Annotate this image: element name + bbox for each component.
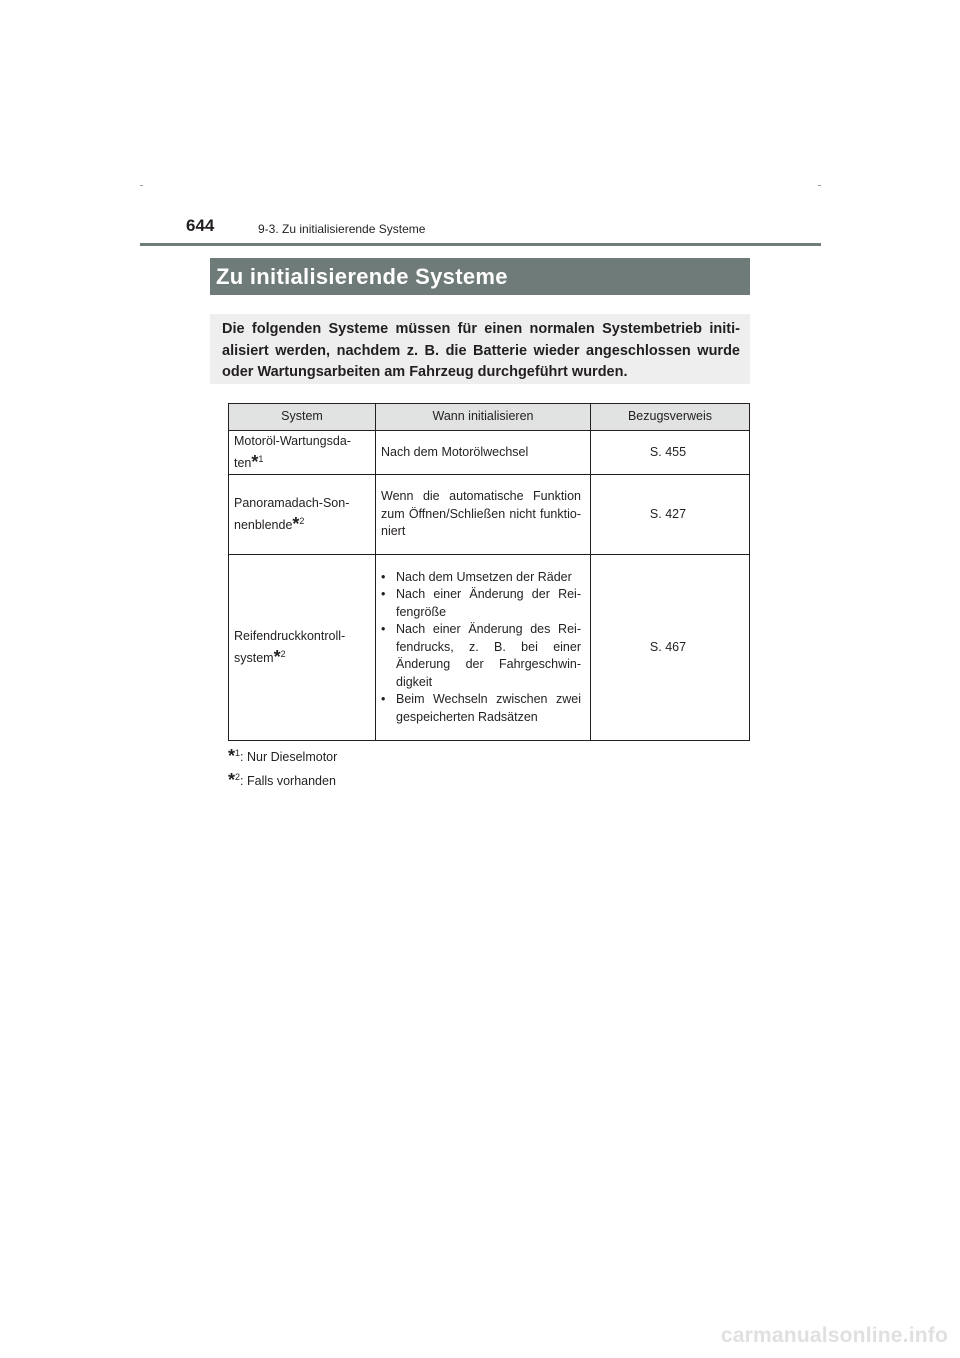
list-item: • Nach einer Änderung des Reifendrucks, z. B. bei einer Änderung der Fahrgeschwindigkeit	[381, 621, 581, 691]
system-name: Panoramadach-Sonnenblende	[234, 496, 350, 532]
reference-cell: S. 467	[591, 555, 750, 741]
table-row	[229, 475, 750, 555]
footnote-number: 1	[258, 453, 264, 464]
column-header-when: Wann initialisieren	[376, 404, 591, 431]
footnote-star: *	[228, 770, 236, 790]
when-list	[381, 569, 581, 727]
footnote-text: : Nur Dieselmotor	[240, 750, 338, 764]
system-cell	[229, 431, 376, 475]
footnote-1	[228, 746, 337, 767]
footnote-text: : Falls vorhanden	[240, 774, 336, 788]
footnote-2	[228, 770, 336, 791]
column-header-system: System	[229, 404, 376, 431]
table-header-row	[229, 404, 750, 431]
crop-mark-left	[140, 185, 143, 186]
reference-cell: S. 427	[591, 475, 750, 555]
footnote-star: *	[292, 513, 300, 534]
footnote-number: 2	[299, 515, 305, 526]
table-row	[229, 555, 750, 741]
footnote-number: 1	[235, 748, 241, 758]
list-item: • Nach einer Änderung der Reifengröße	[381, 586, 581, 621]
when-cell: Nach dem Motorölwechsel	[376, 431, 591, 475]
system-name: Motoröl-Wartungsdaten	[234, 434, 351, 470]
footnote-number: 2	[280, 648, 286, 659]
header-divider	[140, 243, 821, 246]
column-header-reference: Bezugsverweis	[591, 404, 750, 431]
when-cell: Wenn die automatische Funktion zum Öffnen/Schließen nicht funktioniert	[376, 475, 591, 555]
section-reference: 9-3. Zu initialisierende Systeme	[258, 222, 426, 236]
footnote-star: *	[273, 646, 281, 667]
list-item: • Beim Wechseln zwischen zwei gespeicherten Radsätzen	[381, 691, 581, 726]
system-cell	[229, 475, 376, 555]
page-title: Zu initialisierende Systeme	[210, 258, 750, 295]
list-item: • Nach dem Umsetzen der Räder	[381, 569, 581, 587]
intro-text: Die folgenden Systeme müssen für einen normalen Systembetrieb initialisiert werden, nachdem z. B. die Batterie wieder angeschlossen wurde oder Wartungsarbeiten am Fahrzeug durchgeführt wurden.	[222, 321, 740, 380]
when-cell	[376, 555, 591, 741]
intro-box	[210, 314, 750, 384]
page-number: 644	[186, 216, 215, 235]
footnote-star: *	[251, 451, 259, 472]
systems-table	[228, 403, 750, 741]
table-row	[229, 431, 750, 475]
reference-cell: S. 455	[591, 431, 750, 475]
system-name: Reifendruckkontrollsystem	[234, 629, 346, 665]
crop-mark-right	[818, 185, 821, 186]
watermark: carmanualsonline.info	[720, 1324, 948, 1347]
system-cell	[229, 555, 376, 741]
footnote-star: *	[228, 746, 236, 766]
footnote-number: 2	[235, 772, 241, 782]
